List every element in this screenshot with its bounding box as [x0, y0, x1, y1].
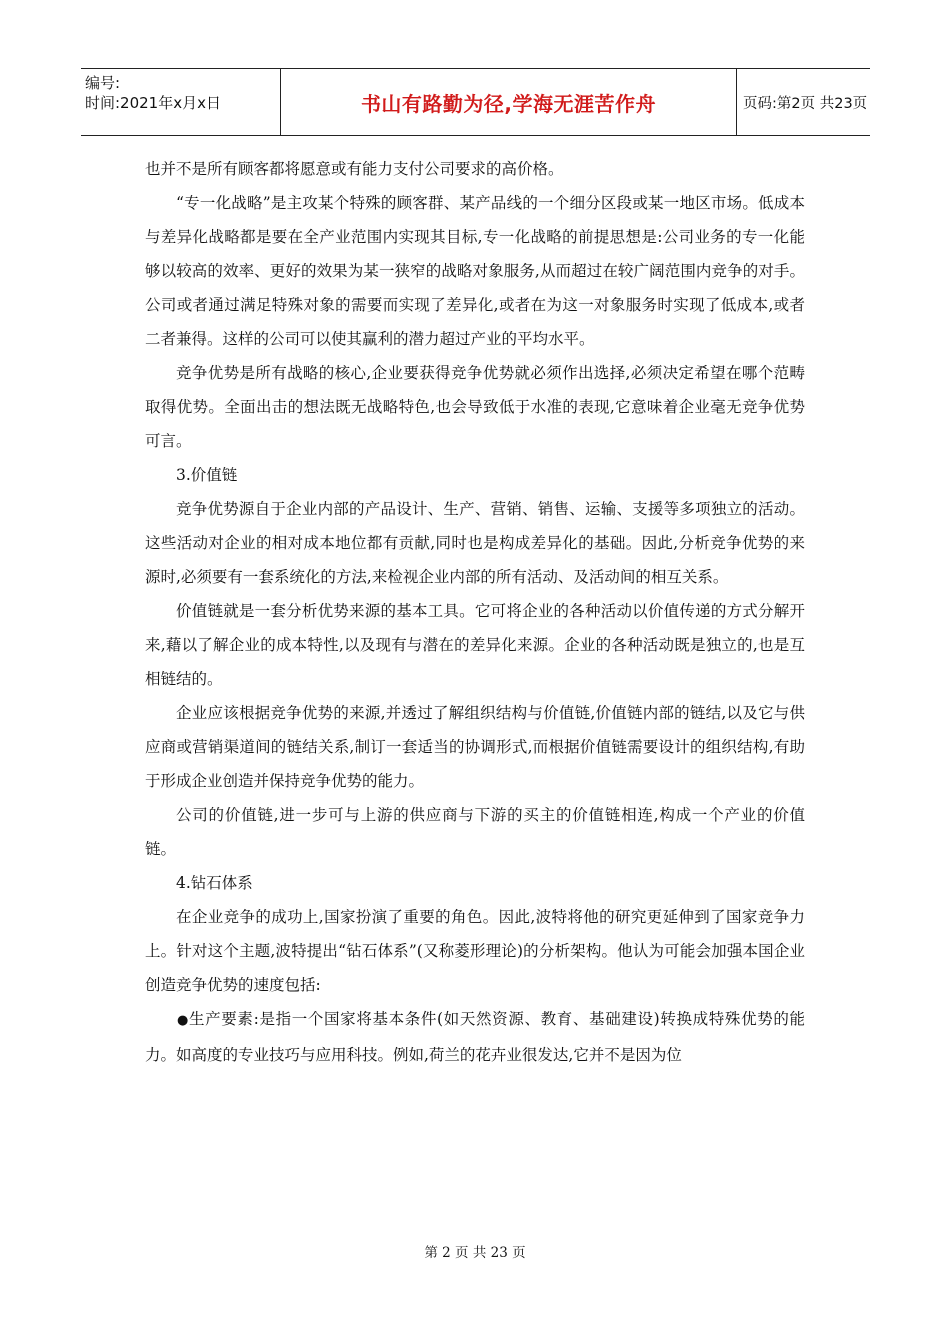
section-heading-diamond-model: 4.钻石体系	[176, 874, 253, 892]
document-body	[145, 152, 805, 1072]
paragraph-focus-strategy: “专一化战略”是主攻某个特殊的顾客群、某产品线的一个细分区段或某一地区市场。低成本与差异化战略都是要在全产业范围内实现其目标,专一化战略的前提思想是:公司业务的专一化能够以较高的效率、更好的效果为某一狭窄的战略对象服务,从而超过在较广阔范围内竞争的对手。公司或者通过满足特殊对象的需要而实现了差异化,或者在为这一对象服务时实现了低成本,或者二者兼得。这样的公司可以使其赢利的潜力超过产业的平均水平。	[145, 194, 805, 348]
bullet-factor-conditions	[145, 1002, 805, 1072]
document-time-label: 时间:2021年x月x日	[85, 94, 221, 112]
paragraph-diamond-intro: 在企业竞争的成功上,国家扮演了重要的角色。因此,波特将他的研究更延伸到了国家竞争力上。针对这个主题,波特提出“钻石体系”(又称菱形理论)的分析架构。他认为可能会加强本国企业创造竞争优势的速度包括:	[145, 908, 805, 994]
paragraph-continuation: 也并不是所有顾客都将愿意或有能力支付公司要求的高价格。	[145, 160, 564, 178]
page-header	[81, 68, 870, 136]
document-number-label: 编号:	[85, 74, 121, 92]
page-footer: 第 2 页 共 23 页	[424, 1245, 526, 1261]
paragraph-competitive-advantage: 竞争优势是所有战略的核心,企业要获得竞争优势就必须作出选择,必须决定希望在哪个范畴取得优势。全面出击的想法既无战略特色,也会导致低于水准的表现,它意味着企业毫无竞争优势可言。	[145, 364, 805, 450]
header-motto: 书山有路勤为径,学海无涯苦作舟	[281, 69, 737, 135]
bullet-text: 生产要素:是指一个国家将基本条件(如天然资源、教育、基础建设)转换成特殊优势的能力。如高度的专业技巧与应用科技。例如,荷兰的花卉业很发达,它并不是因为位	[145, 1010, 806, 1064]
header-page-code: 页码:第2页 共23页	[743, 95, 868, 112]
paragraph-organization: 企业应该根据竞争优势的来源,并透过了解组织结构与价值链,价值链内部的链结,以及它与供应商或营销渠道间的链结关系,制订一套适当的协调形式,而根据价值链需要设计的组织结构,有助于形成企业创造并保持竞争优势的能力。	[145, 704, 805, 790]
header-meta	[81, 69, 281, 135]
bullet-icon: ●	[177, 1013, 189, 1028]
paragraph-value-chain-tool: 价值链就是一套分析优势来源的基本工具。它可将企业的各种活动以价值传递的方式分解开来,藉以了解企业的成本特性,以及现有与潜在的差异化来源。企业的各种活动既是独立的,也是互相链结的。	[145, 602, 805, 688]
section-heading-value-chain: 3.价值链	[176, 466, 238, 484]
paragraph-industry-value-chain: 公司的价值链,进一步可与上游的供应商与下游的买主的价值链相连,构成一个产业的价值链。	[145, 806, 805, 858]
paragraph-value-chain-sources: 竞争优势源自于企业内部的产品设计、生产、营销、销售、运输、支援等多项独立的活动。这些活动对企业的相对成本地位都有贡献,同时也是构成差异化的基础。因此,分析竞争优势的来源时,必须要有一套系统化的方法,来检视企业内部的所有活动、及活动间的相互关系。	[145, 500, 805, 586]
